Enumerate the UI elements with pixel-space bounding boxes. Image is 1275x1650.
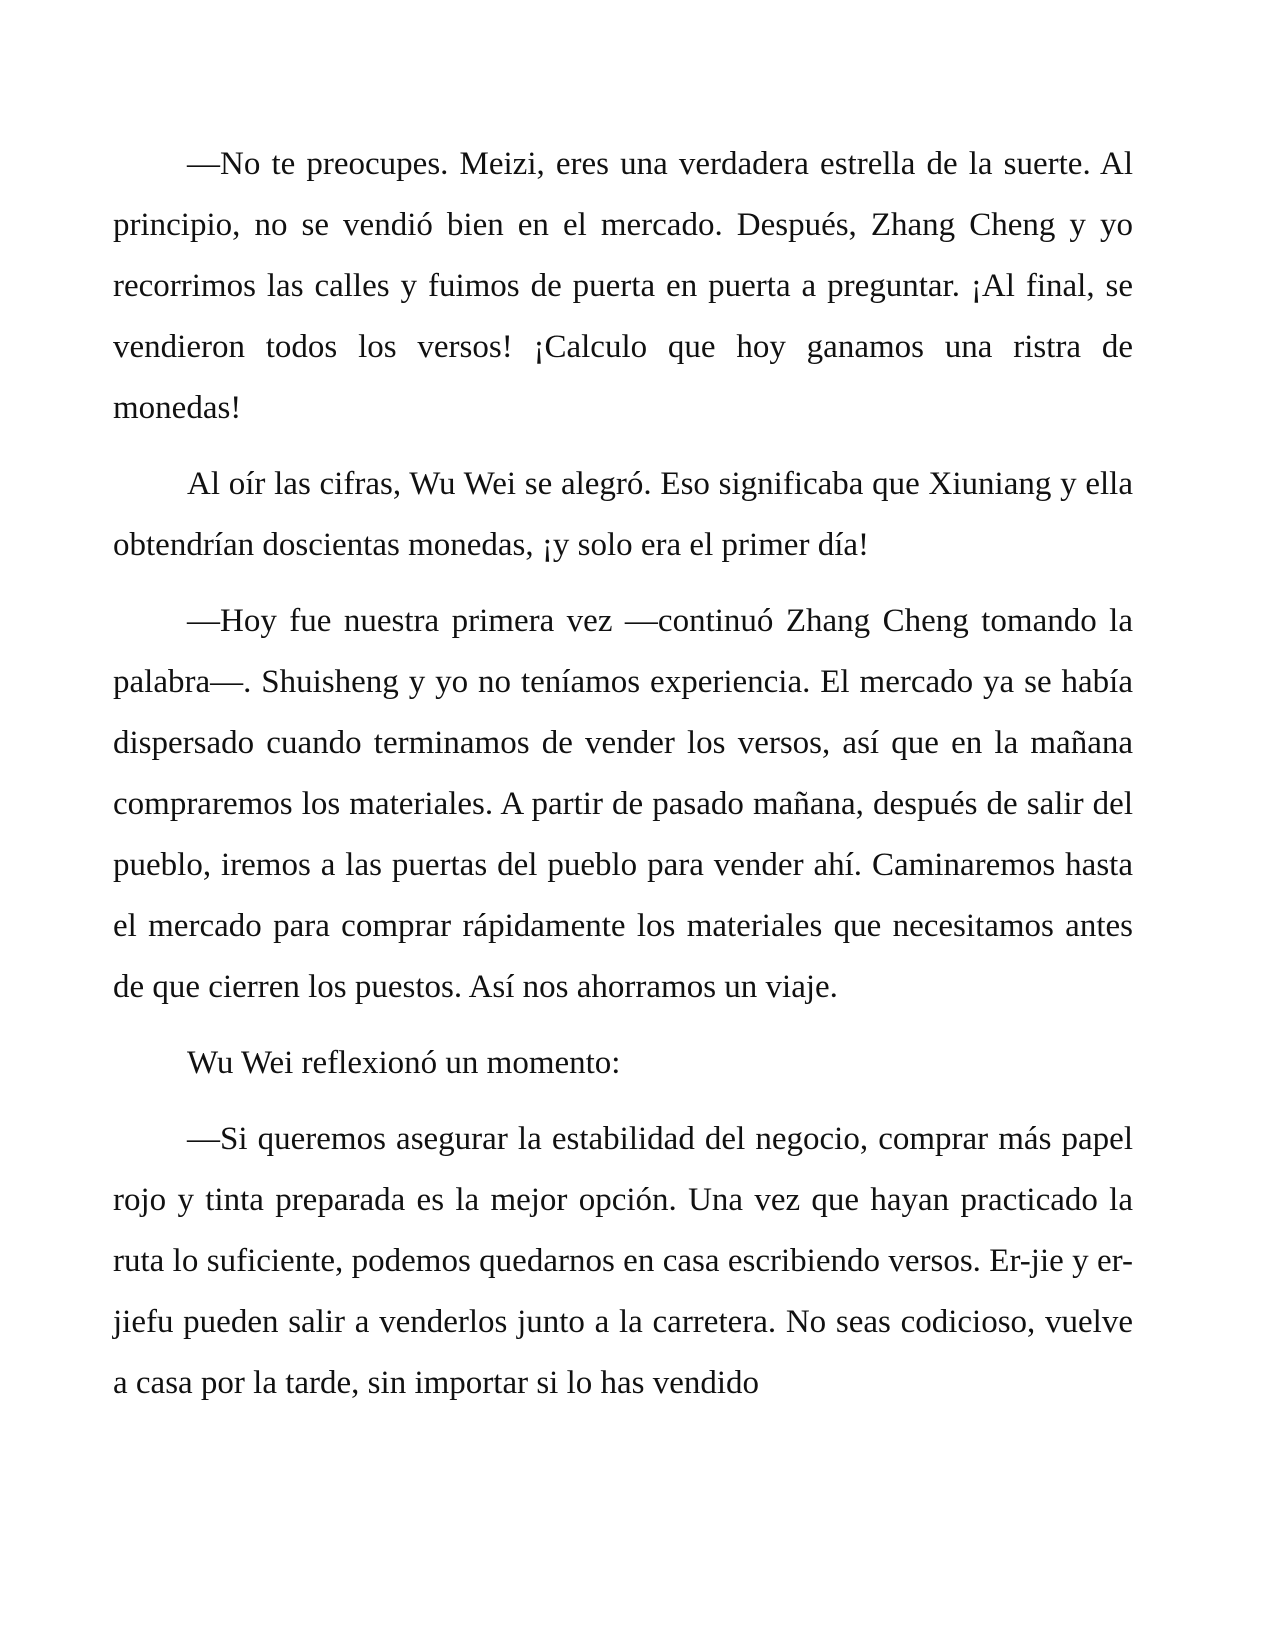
paragraph-4: Wu Wei reflexionó un momento:	[187, 1045, 621, 1081]
paragraph-5: —Si queremos asegurar la estabilidad del negocio, comprar más papel rojo y tinta preparada es la mejor opción. Una vez que hayan practicado la ruta lo suficiente, podemos quedarnos en casa escribiendo versos. Er-jie y er-jiefu pueden salir a venderlos junto a la carretera. No seas codicioso, vuelve a casa por la tarde, sin importar si lo has vendido	[113, 1121, 1133, 1401]
paragraph-3: —Hoy fue nuestra primera vez —continuó Zhang Cheng tomando la palabra—. Shuisheng y yo no teníamos experiencia. El mercado ya se había dispersado cuando terminamos de vender los versos, así que en la mañana compraremos los materiales. A partir de pasado mañana, después de salir del pueblo, iremos a las puertas del pueblo para vender ahí. Caminaremos hasta el mercado para comprar rápidamente los materiales que necesitamos antes de que cierren los puestos. Así nos ahorramos un viaje.	[113, 603, 1133, 1005]
paragraph-1: —No te preocupes. Meizi, eres una verdadera estrella de la suerte. Al principio, no se vendió bien en el mercado. Después, Zhang Cheng y yo recorrimos las calles y fuimos de puerta en puerta a preguntar. ¡Al final, se vendieron todos los versos! ¡Calculo que hoy ganamos una ristra de monedas!	[113, 146, 1133, 426]
document-page	[113, 134, 1133, 1429]
paragraph-2: Al oír las cifras, Wu Wei se alegró. Eso significaba que Xiuniang y ella obtendrían doscientas monedas, ¡y solo era el primer día!	[113, 466, 1133, 563]
